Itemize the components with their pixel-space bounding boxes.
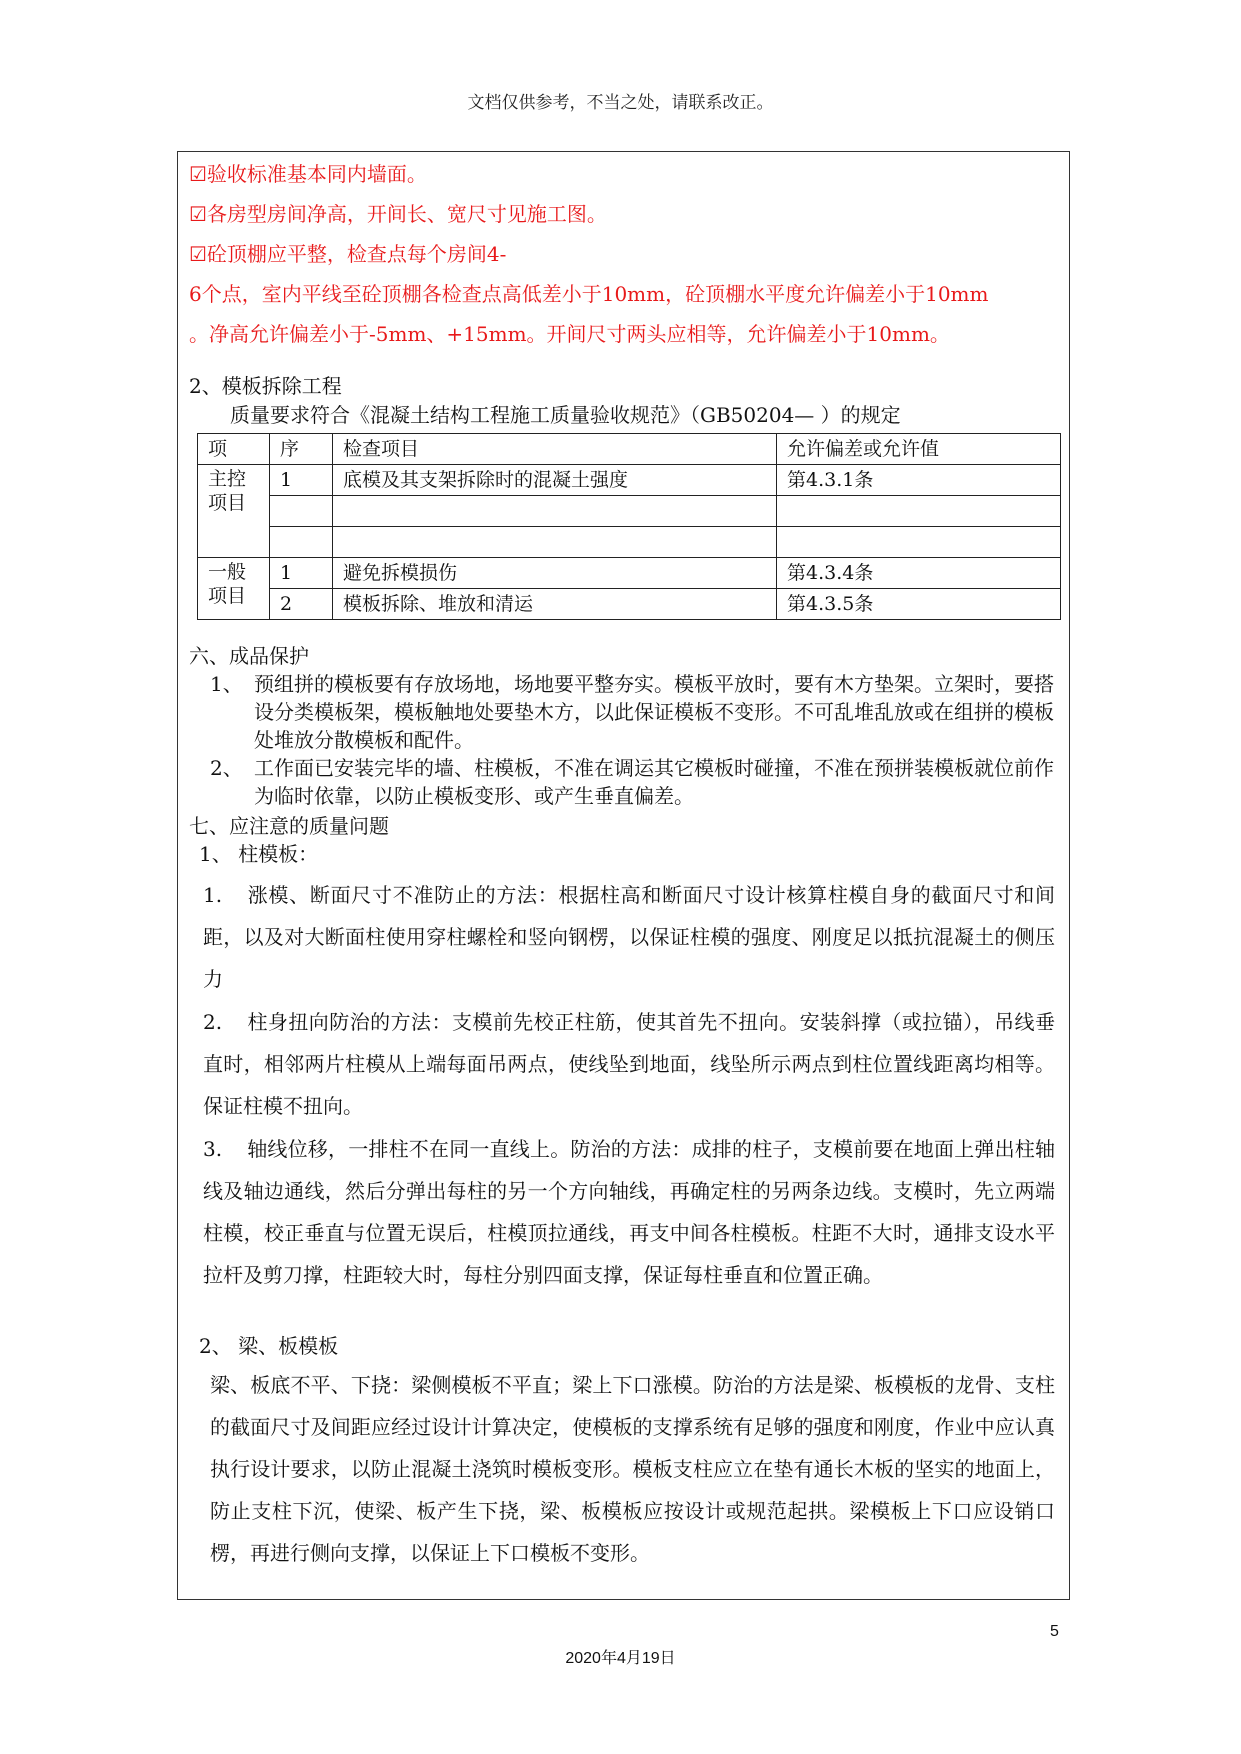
list-item-text: 预组拼的模板要有存放场地，场地要平整夯实。模板平放时，要有木方垫架。立架时，要搭设分类模板架，模板触地处要垫木方，以此保证模板不变形。不可乱堆乱放或在组拼的模板处堆放分散模板和配件。 <box>254 672 1054 752</box>
footer-date: 2020年4月19日 <box>565 1650 676 1667</box>
product-protection-list <box>210 670 1060 810</box>
table-header-row <box>198 434 1061 465</box>
table-row <box>198 496 1061 527</box>
header-cell: 检查项目 <box>333 434 777 465</box>
row-item: 底模及其支架拆除时的混凝土强度 <box>333 465 777 496</box>
paragraph-text: 涨模、断面尺寸不准防止的方法：根据柱高和断面尺寸设计核算柱模自身的截面尺寸和间距，以及对大断面柱使用穿柱螺栓和竖向钢楞，以保证柱模的强度、刚度足以抵抗混凝土的侧压力 <box>203 883 1055 991</box>
row-no: 1 <box>270 465 333 496</box>
header-cell: 项 <box>198 434 270 465</box>
section2-title: 2、模板拆除工程 <box>189 374 342 398</box>
row-value: 第4.3.4条 <box>777 558 1061 589</box>
list-item-number: 1、 <box>210 672 243 696</box>
table-row <box>198 527 1061 558</box>
section7-title: 七、应注意的质量问题 <box>189 814 389 838</box>
section7-sub1: 1、 柱模板： <box>199 842 319 866</box>
row-item: 模板拆除、堆放和清运 <box>333 589 777 620</box>
group-general: 一般项目 <box>198 558 270 620</box>
beam-slab-issue <box>210 1364 1055 1574</box>
paragraph-text: 梁、板底不平、下挠：梁侧模板不平直；梁上下口涨模。防治的方法是梁、板模板的龙骨、支柱的截面尺寸及间距应经过设计计算决定，使模板的支撑系统有足够的强度和刚度，作业中应认真执行设计要求，以防止混凝土浇筑时模板变形。模板支柱应立在垫有通长木板的坚实的地面上，防止支柱下沉，使梁、板产生下挠，梁、板模板应按设计或规范起拱。梁模板上下口应设销口楞，再进行侧向支撑，以保证上下口模板不变形。 <box>210 1373 1055 1565</box>
list-item <box>210 754 1060 810</box>
table-row <box>198 558 1061 589</box>
list-item-number: 2、 <box>210 756 243 780</box>
row-value <box>777 527 1061 558</box>
row-no: 2 <box>270 589 333 620</box>
row-item <box>333 496 777 527</box>
table-row <box>198 465 1061 496</box>
paragraph-number: 1. <box>203 883 223 907</box>
row-item <box>333 527 777 558</box>
row-no <box>270 527 333 558</box>
column-issue-2 <box>203 1001 1055 1127</box>
column-issue-3 <box>203 1128 1055 1296</box>
row-value <box>777 496 1061 527</box>
row-value: 第4.3.1条 <box>777 465 1061 496</box>
red-line-4: 6个点，室内平线至砼顶棚各检查点高低差小于10mm，砼顶棚水平度允许偏差小于10mm <box>189 282 989 306</box>
red-line-1: ☑验收标准基本同内墙面。 <box>189 162 427 186</box>
section2-subtitle: 质量要求符合《混凝土结构工程施工质量验收规范》（GB50204— ）的规定 <box>230 403 901 427</box>
section6-title: 六、成品保护 <box>189 644 309 668</box>
quality-table <box>197 433 1061 620</box>
red-line-5: 。净高允许偏差小于-5mm、+15mm。开间尺寸两头应相等，允许偏差小于10mm。 <box>189 322 950 346</box>
header-cell: 序 <box>270 434 333 465</box>
column-issue-1 <box>203 874 1055 1000</box>
header-cell: 允许偏差或允许值 <box>777 434 1061 465</box>
page-number: 5 <box>1050 1623 1059 1640</box>
row-value: 第4.3.5条 <box>777 589 1061 620</box>
paragraph-number: 2. <box>203 1010 223 1034</box>
list-item-text: 工作面已安装完毕的墙、柱模板，不准在调运其它模板时碰撞，不准在预拼装模板就位前作为临时依靠，以防止模板变形、或产生垂直偏差。 <box>254 756 1054 808</box>
row-item: 避免拆模损伤 <box>333 558 777 589</box>
paragraph-text: 柱身扭向防治的方法：支模前先校正柱筋，使其首先不扭向。安装斜撑（或拉锚），吊线垂直时，相邻两片柱模从上端每面吊两点，使线坠到地面，线坠所示两点到柱位置线距离均相等。保证柱模不扭向。 <box>203 1010 1055 1118</box>
row-no: 1 <box>270 558 333 589</box>
red-line-2: ☑各房型房间净高，开间长、宽尺寸见施工图。 <box>189 202 607 226</box>
list-item <box>210 670 1060 754</box>
row-no <box>270 496 333 527</box>
paragraph-number: 3. <box>203 1137 223 1161</box>
header-note: 文档仅供参考，不当之处，请联系改正。 <box>467 93 774 113</box>
group-main-control: 主控项目 <box>198 465 270 558</box>
red-line-3: ☑砼顶棚应平整，检查点每个房间4- <box>189 242 507 266</box>
red-acceptance-notes <box>189 154 1059 354</box>
paragraph-text: 轴线位移，一排柱不在同一直线上。防治的方法：成排的柱子，支模前要在地面上弹出柱轴线及轴边通线，然后分弹出每柱的另一个方向轴线，再确定柱的另两条边线。支模时，先立两端柱模，校正垂直与位置无误后，柱模顶拉通线，再支中间各柱模板。柱距不大时，通排支设水平拉杆及剪刀撑，柱距较大时，每柱分别四面支撑，保证每柱垂直和位置正确。 <box>203 1137 1055 1287</box>
section7-sub2: 2、 梁、板模板 <box>199 1334 339 1358</box>
table-row <box>198 589 1061 620</box>
